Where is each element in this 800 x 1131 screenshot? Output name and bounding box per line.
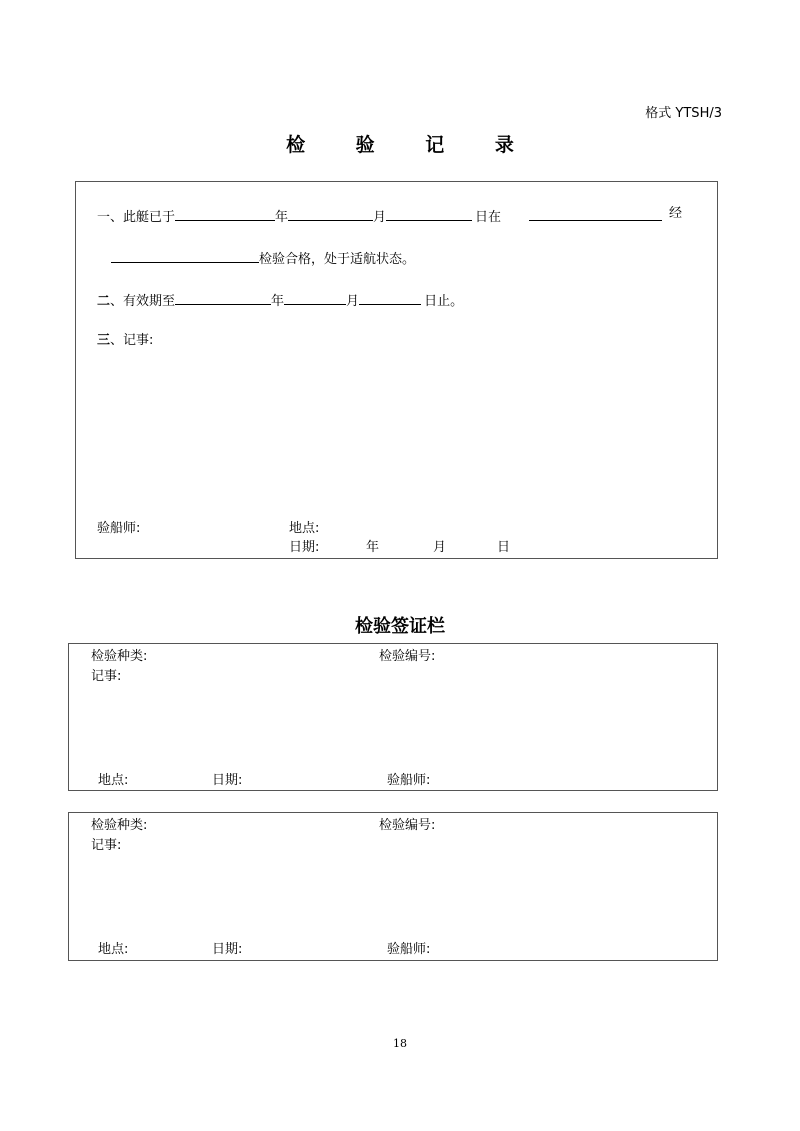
endorsement-surveyor-label: 验船师:: [387, 773, 431, 788]
record-line3-num: 二: [97, 294, 111, 309]
record-line1-prefix: 一、此艇已于: [97, 210, 176, 225]
record-line3-month: 月: [346, 294, 360, 309]
record-line3-year: 年: [271, 294, 285, 309]
endorsement-location-label: 地点:: [98, 773, 129, 788]
endorsement-box-2: [68, 812, 718, 961]
blank-valid-year-field[interactable]: [175, 290, 271, 305]
blank-valid-day-field[interactable]: [359, 290, 421, 305]
endorsement-number-label: 检验编号:: [379, 818, 436, 833]
endorsement-date-label: 日期:: [212, 942, 243, 957]
record-line1-month: 月: [373, 210, 387, 225]
record-date-day: 日: [497, 540, 511, 555]
record-line3-prefix: 、有效期至: [110, 294, 176, 309]
endorsement-location-label: 地点:: [98, 942, 129, 957]
blank-valid-month-field[interactable]: [284, 290, 346, 305]
record-line2-text: 检验合格，处于适航状态。: [259, 252, 416, 267]
endorsement-box-1: [68, 643, 718, 791]
blank-authority-field[interactable]: [111, 248, 259, 263]
page-title: 检 验 记 录: [286, 134, 536, 156]
blank-place-field[interactable]: [529, 206, 662, 226]
inspection-record-box: [75, 181, 718, 559]
record-line4-num: 三: [97, 333, 111, 348]
record-line1-via: 经: [669, 206, 683, 221]
record-line1-year: 年: [275, 210, 289, 225]
endorsement-notes-label: 记事:: [91, 669, 122, 684]
endorsement-notes-label: 记事:: [91, 838, 122, 853]
record-line-3: [97, 290, 463, 310]
record-surveyor-label: 验船师:: [97, 521, 141, 536]
record-location-label: 地点:: [289, 521, 320, 536]
record-line3-end: 日止。: [424, 294, 464, 309]
form-code: 格式 YTSH/3: [645, 106, 722, 121]
endorsement-type-label: 检验种类:: [91, 818, 148, 833]
endorsement-surveyor-label: 验船师:: [387, 942, 431, 957]
record-date-label: 日期:: [289, 540, 320, 555]
record-date-year: 年: [366, 540, 380, 555]
blank-month-field[interactable]: [288, 206, 373, 221]
blank-year-field[interactable]: [175, 206, 275, 221]
endorsement-title: 检验签证栏: [355, 616, 445, 637]
record-line-2: [111, 248, 415, 268]
record-date-month: 月: [433, 540, 447, 555]
endorsement-type-label: 检验种类:: [91, 649, 148, 664]
blank-day-field[interactable]: [386, 206, 472, 221]
record-line-1: [97, 206, 501, 226]
record-line1-day-at: 日在: [475, 210, 502, 225]
record-line-4: [97, 333, 153, 349]
endorsement-date-label: 日期:: [212, 773, 243, 788]
record-line4-text: 、记事:: [110, 333, 154, 348]
endorsement-number-label: 检验编号:: [379, 649, 436, 664]
page-number: 18: [393, 1037, 407, 1050]
